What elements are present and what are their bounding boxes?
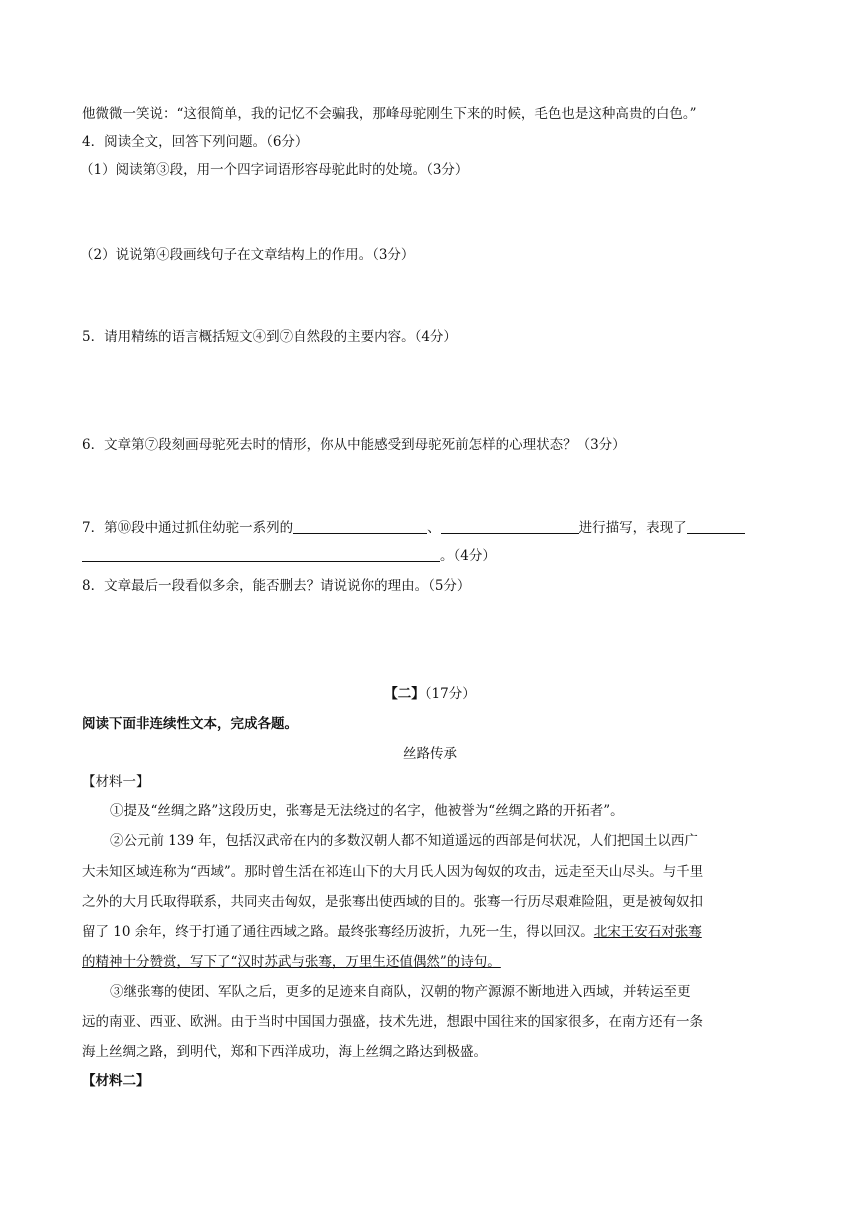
para-1: ①提及“丝绸之路”这段历史，张骞是无法绕过的名字，他被誉为“丝绸之路的开拓者”。	[110, 803, 624, 819]
para-2-line-1: ②公元前 139 年，包括汉武帝在内的多数汉朝人都不知道遥远的西部是何状况，人们把国土以西广	[110, 833, 698, 849]
para-3-line-2: 远的南亚、西亚、欧洲。由于当时中国国力强盛，技术先进，想跟中国往来的国家很多，在南方还有一条	[82, 1014, 703, 1030]
question-7-prefix: 7．第⑩段中通过抓住幼驼一系列的	[82, 520, 294, 536]
underlined-sentence-start: 北宋王安石对张骞	[593, 924, 702, 940]
question-4-1: （1）阅读第③段，用一个四字词语形容母驼此时的处境。（3分）	[80, 162, 469, 178]
section-2-instruction: 阅读下面非连续性文本，完成各题。	[82, 716, 298, 732]
question-4-2: （2）说说第④段画线句子在文章结构上的作用。（3分）	[80, 247, 415, 263]
passage-title: 丝路传承	[403, 746, 457, 762]
underlined-sentence-end: 的精神十分赞赏，写下了“汉时苏武与张骞，万里生还值偶然”的诗句。	[82, 954, 501, 970]
question-5: 5．请用精练的语言概括短文④到⑦自然段的主要内容。（4分）	[82, 329, 457, 345]
answer-blank-3[interactable]	[687, 519, 745, 534]
passage-line: 他微微一笑说：“这很简单，我的记忆不会骗我，那峰母驼刚生下来的时候，毛色也是这种高贵的白色。”	[82, 106, 697, 122]
question-7-sep: 、	[427, 520, 441, 536]
para-2-line-3: 之外的大月氏取得联系，共同夹击匈奴，是张骞出使西域的目的。张骞一行历尽艰难险阻，更是被匈奴扣	[82, 894, 703, 910]
para-3-line-1: ③继张骞的使团、军队之后，更多的足迹来自商队，汉朝的物产源源不断地进入西域，并转运至更	[110, 984, 691, 1000]
section-2-label: 【二】	[384, 686, 425, 702]
question-4: 4．阅读全文，回答下列问题。（6分）	[82, 134, 309, 150]
question-6: 6．文章第⑦段刻画母驼死去时的情形，你从中能感受到母驼死前怎样的心理状态？（3分）	[82, 437, 626, 453]
para-2-line-2: 大未知区域连称为“西域”。那时曾生活在祁连山下的大月氏人因为匈奴的攻击，远走至天山尽头。与千里	[82, 864, 704, 880]
answer-blank-4[interactable]	[82, 547, 440, 562]
answer-blank-2[interactable]	[441, 519, 579, 534]
section-2-heading	[0, 683, 860, 705]
question-8: 8．文章最后一段看似多余，能否删去？请说说你的理由。（5分）	[82, 578, 471, 594]
question-7-mid: 进行描写，表现了	[578, 520, 687, 536]
question-7-line-2	[82, 545, 782, 567]
question-7-line-1	[82, 517, 782, 539]
material-2-label: 【材料二】	[82, 1073, 150, 1089]
para-2-line-4-text: 留了 10 余年，终于打通了通往西域之路。最终张骞经历波折，九死一生，得以回汉。	[82, 924, 594, 940]
answer-blank-1[interactable]	[293, 519, 427, 534]
material-1-label: 【材料一】	[82, 774, 150, 790]
section-2-score: （17分）	[424, 686, 476, 702]
para-3-line-3: 海上丝绸之路，到明代，郑和下西洋成功，海上丝绸之路达到极盛。	[82, 1044, 487, 1060]
question-7-suffix: 。（4分）	[440, 548, 496, 564]
para-2-line-4	[82, 921, 782, 943]
